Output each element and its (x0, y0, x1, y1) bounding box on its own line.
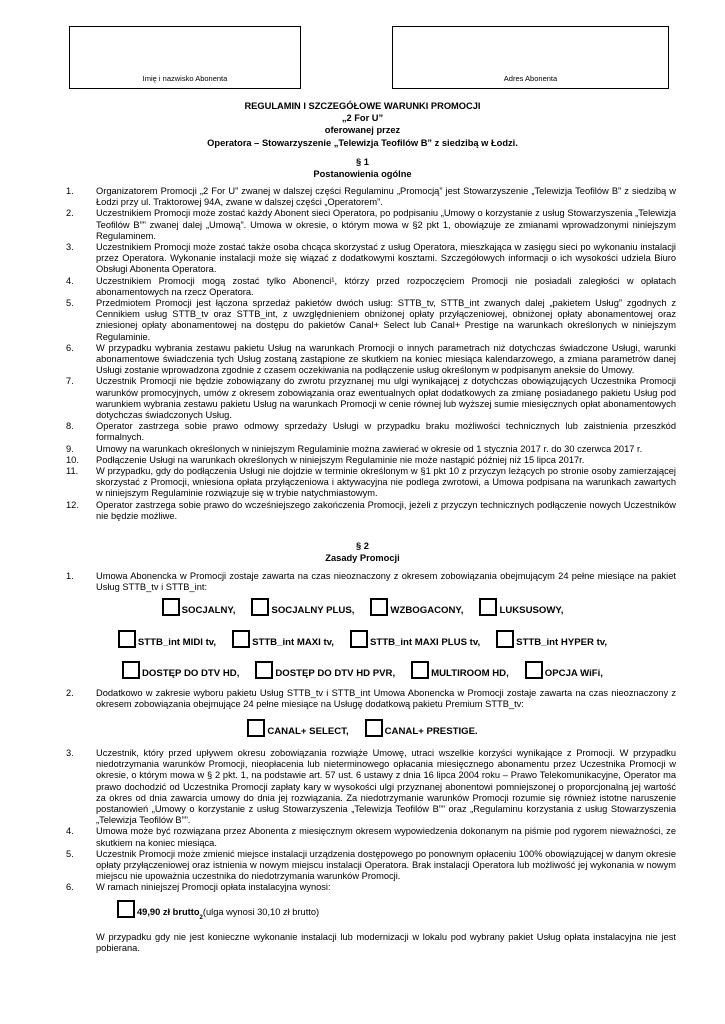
package-option[interactable] (525, 661, 603, 679)
option-label: CANAL+ PRESTIGE. (384, 725, 478, 737)
list-item-text: Podłączenie Usługi na warunkach określonych w niniejszym Regulaminie nie może nastąpić później niż 15 lipca 2017r. (96, 454, 585, 465)
package-option[interactable] (350, 630, 480, 648)
section1-title: Postanowienia ogólne (313, 169, 412, 179)
checkbox[interactable] (251, 598, 269, 616)
fee-checkbox[interactable] (117, 900, 135, 918)
package-option[interactable] (251, 598, 354, 616)
checkbox[interactable] (496, 630, 514, 648)
doc-title-line2: „2 For U” (341, 113, 384, 123)
installation-fee: 49,90 zł brutto 2 (ulga wynosi 30,10 zł brutto) (117, 900, 319, 918)
checkbox[interactable] (122, 661, 140, 679)
option-label: CANAL+ SELECT, (267, 725, 349, 737)
checkbox[interactable] (525, 661, 543, 679)
package-options-row2 (0, 630, 725, 648)
list-item-text: Umowy na warunkach określonych w niniejszym Regulaminie można zawierać w okresie od 1 stycznia 2017 r. do 30 czerwca 2017 r. (96, 443, 643, 454)
subscriber-address-box[interactable] (392, 26, 669, 89)
option-label: STTB_int HYPER tv, (516, 636, 608, 648)
list-item (66, 444, 676, 455)
list-item (66, 421, 676, 443)
list-item-number: 3. (66, 242, 74, 253)
package-option[interactable] (247, 719, 348, 737)
package-option[interactable] (479, 598, 563, 616)
package-options-row1 (0, 598, 725, 616)
option-label: SOCJALNY PLUS, (271, 604, 355, 616)
list-item-number: 3. (66, 748, 74, 758)
list-item-text: Uczestnikiem Promocji może zostać także osoba chcąca skorzystać z usług Operatora, mieszkająca w zasięgu sieci po wykonaniu instalacji przez Operatora. Wykonanie instalacji może się wiązać z dodatkowymi kosztami. Szczegółowych informacji o ich wysokości udziela Biuro Obsługi Abonenta Operatora. (96, 242, 676, 275)
list-item (66, 882, 676, 893)
list-item-text: Uczestnikiem Promocji mogą zostać tylko Abonenci¹, którzy przed rozpoczęciem Promocji nie posiadali zaległości w opłatach abonamentowych na rzecz Operatora. (96, 275, 676, 297)
list-item (66, 826, 676, 848)
option-label: MULTIROOM HD, (431, 667, 509, 679)
list-item-number: 6. (66, 342, 74, 353)
list-item-text: Organizatorem Promocji „2 For U” zwanej w dalszej części Regulaminu „Promocją” jest Stowarzyszenie „Telewizja Teofilów B” z siedzibą w Łodzi przy ul. Traktorowej 94A, zwane w dalszej części „Operatorem”. (96, 186, 676, 208)
section2-list (66, 748, 676, 894)
doc-title-line4: Operatora – Stowarzyszenie „Telewizja Teofilów B” z siedzibą w Łodzi. (207, 138, 518, 148)
section2-item2 (66, 688, 676, 710)
option-label: LUKSUSOWY, (499, 604, 564, 616)
list-item (66, 500, 676, 522)
list-item-text: Operator zastrzega sobie prawo odmowy sprzedaży Usługi w przypadku braku możliwości technicznych lub zaistnienia przeszkód formalnych. (96, 421, 676, 443)
checkbox[interactable] (411, 661, 429, 679)
package-option[interactable] (370, 598, 463, 616)
list-item-text: Operator zastrzega sobie prawo do wcześniejszego zakończenia Promocji, jeżeli z przyczyn technicznych podłączenie nowych Uczestników nie będzie możliwe. (96, 499, 676, 521)
list-item (66, 343, 676, 377)
list-item-text: W ramach niniejszej Promocji opłata instalacyjna wynosi: (96, 882, 331, 893)
checkbox[interactable] (479, 598, 497, 616)
list-item-text: Uczestnik, który przed upływem okresu zobowiązania rozwiąże Umowę, utraci wszelkie korzyści wynikające z Promocji. W przypadku niedotrzymania warunków Promocji, nieopłacenia lub nieterminowego opłacania miesięcznego abonamentu przez Uczestnika Promocji w okresie, o którym mowa w § 2 pkt. 1, na podstawie art. 57 ust. 6 ustawy z dnia 16 lipca 2004 roku – Prawo Telekomunikacyjne, Operator ma prawo dochodzić od Uczestnika Promocji zapłaty kary w wysokości ulgi przyznanej abonentowi pomniejszonej o proporcjonalną jej wartość za okres od dnia zawarcia umowy do dnia jej rozwiązania. Za niedotrzymanie warunków Promocji rozumie się również istotne naruszenie postanowień „Umowy o korzystanie z usług Stowarzyszenia „Telewizja Teofilów B”” oraz „Regulaminu korzystania z usług Stowarzyszenia „Telewizja Teofilów B””. (96, 748, 676, 826)
list-item-text: Uczestnik Promocji może zmienić miejsce instalacji urządzenia dostępowego po ponownym opłaceniu 100% obowiązującej w danym okresie opłaty przyłączeniowej oraz istnienia w nowym miejscu instalacji Operatora. Brak instalacji Operatora lub możliwość jej wykonania w nowym miejscu nie upoważnia uczestnika do niedotrzymania warunków Promocji. (96, 848, 676, 882)
subscriber-name-box[interactable] (69, 26, 301, 89)
list-item-text: Uczestnik Promocji nie będzie zobowiązany do zwrotu przyznanej mu ulgi wynikającej z dotychczas obowiązujących Uczestnika Promocji warunków promocyjnych, umów z okresem zobowiązania oraz ewentualnych opłat dodatkowych za zmianę posiadanego pakietu Usług pod warunkiem wybrania zestawu pakietu Usług na warunkach Promocji w cenie równej lub wyższej sumie miesięcznych opłat abonamentowych dotychczas świadczonych Usług. (96, 376, 676, 421)
list-item (66, 276, 676, 298)
checkbox[interactable] (365, 719, 383, 737)
checkbox[interactable] (118, 630, 136, 648)
subscriber-name-label: Imię i nazwisko Abonenta (142, 73, 228, 83)
list-item (66, 466, 676, 500)
option-label: STTB_int MAXI PLUS tv, (369, 636, 481, 648)
list-item-number: 2. (66, 208, 74, 219)
fee-price: 49,90 zł brutto (137, 906, 200, 917)
package-option[interactable] (411, 661, 509, 679)
section2-item1 (66, 571, 676, 593)
checkbox[interactable] (350, 630, 368, 648)
doc-title-line3: oferowanej przez (324, 125, 401, 135)
list-item-number: 5. (66, 298, 74, 309)
option-label: STTB_int MAXI tv, (252, 636, 334, 648)
premium-options-row (0, 719, 725, 737)
list-item-number: 6. (66, 882, 74, 893)
fee-note: (ulga wynosi 30,10 zł brutto) (202, 906, 320, 917)
section2-title: Zasady Promocji (325, 553, 400, 563)
list-item (66, 186, 676, 208)
list-item-text: Przedmiotem Promocji jest łączona sprzedaż pakietów dwóch usług: STTB_tv, STTB_int zwanych dalej „pakietem Usług” zgodnych z Cennikiem usług STTB_tv oraz STTB_int, z uwzględnieniem obniżonej opłaty przyłączeniowej, obniżonej opłaty abonamentowej oraz zniesionej opłaty abonamentowej na dostępu do pakietów Canal+ Select lub Canal+ Prestige na warunkach określonych w niniejszym Regulaminie. (96, 298, 676, 342)
list-item (66, 298, 676, 343)
list-item-number: 8. (66, 421, 74, 432)
list-item-number: 10. (66, 454, 79, 465)
subscriber-address-label: Adres Abonenta (503, 73, 558, 83)
package-option[interactable] (118, 630, 216, 648)
list-item (66, 376, 676, 421)
list-item (66, 208, 676, 242)
list-item (66, 455, 676, 466)
list-item: 2. Dodatkowo w zakresie wyboru pakietu Usług STTB_tv i STTB_int Umowa Abonencka w Promocji zostaje zawarta na czas nieoznaczony z okresem zobowiązania obejmujące 24 pełne miesiące na Usługę dodatkową pakietu Premium STTB_tv: (66, 688, 676, 710)
list-item-number: 4. (66, 826, 74, 837)
package-option[interactable] (365, 719, 478, 737)
checkbox[interactable] (247, 719, 265, 737)
list-item-number: 4. (66, 275, 74, 286)
package-option[interactable] (496, 630, 607, 648)
final-note: W przypadku gdy nie jest konieczne wykonanie instalacji lub modernizacji w lokalu pod wybrany pakiet Usług opłata instalacyjna nie jest pobierana. (96, 932, 676, 954)
package-option[interactable] (232, 630, 334, 648)
checkbox[interactable] (162, 598, 180, 616)
option-label: SOCJALNY, (181, 604, 236, 616)
doc-title-line1: REGULAMIN I SZCZEGÓŁOWE WARUNKI PROMOCJI (244, 101, 481, 111)
package-option[interactable] (122, 661, 239, 679)
list-item-number: 1. (66, 186, 74, 196)
list-item-text: W przypadku wybrania zestawu pakietu Usług na warunkach Promocji o innych parametrach niż dotychczas świadczone Usługi, warunki abonamentowe świadczenia tych Usług zostaną zastąpione ze skutkiem na koniec miesiąca kalendarzowego, a zmiana parametrów danej Usługi zostanie wprowadzona zgodnie z czasem oczekiwania na podłączenie usług określonym w podpisanym aneksie do Umowy. (96, 342, 676, 376)
section1-list (66, 186, 676, 522)
package-option[interactable] (162, 598, 236, 616)
checkbox[interactable] (255, 661, 273, 679)
option-label: DOSTĘP DO DTV HD PVR, (275, 667, 396, 679)
list-item-text: W przypadku, gdy do podłączenia Usługi nie dojdzie w terminie określonym w §1 pkt 10 z przyczyn leżących po stronie osoby zamierzającej skorzystać z Promocji, wniesiona opłata przyłączeniowa i aktywacyjna nie podlega zwrotowi, a Umowa podpisana na warunkach zawartych w niniejszym Regulaminie rozwiązuje się w trybie natychmiastowym. (96, 466, 676, 499)
package-option[interactable] (255, 661, 395, 679)
list-item (66, 748, 676, 826)
list-item-number: 7. (66, 376, 74, 387)
list-item-number: 9. (66, 443, 74, 454)
list-item-number: 5. (66, 848, 74, 859)
option-label: DOSTĘP DO DTV HD, (142, 667, 240, 679)
list-item-text: Uczestnikiem Promocji może zostać każdy Abonent sieci Operatora, po podpisaniu „Umowy o korzystanie z usług Stowarzyszenia „Telewizja Teofilów B”” zwanej dalej „Umową”. Umowa w okresie, o którym mowa w §2 pkt 1, obowiązuje ze zmianami wprowadzonymi niniejszym Regulaminem. (96, 208, 676, 241)
section1-number: § 1 (356, 157, 369, 167)
package-options-row3 (0, 661, 725, 679)
list-item-text: Umowa może być rozwiązana przez Abonenta z miesięcznym okresem wypowiedzenia dokonanym na piśmie pod rygorem nieważności, ze skutkiem na koniec miesiąca. (96, 826, 676, 848)
list-item (66, 849, 676, 883)
list-item-number: 11. (66, 466, 79, 477)
checkbox[interactable] (370, 598, 388, 616)
list-item (66, 242, 676, 276)
checkbox[interactable] (232, 630, 250, 648)
option-label: STTB_int MIDI tv, (137, 636, 217, 648)
option-label: OPCJA WiFi, (544, 667, 603, 679)
list-item: 1. Umowa Abonencka w Promocji zostaje zawarta na czas nieoznaczony z okresem zobowiązania obejmującym 24 pełne miesiące na pakiet Usług STTB_tv i STTB_int: (66, 571, 676, 593)
list-item-number: 12. (66, 499, 79, 510)
section2-number: § 2 (356, 541, 369, 551)
option-label: WZBOGACONY, (390, 604, 464, 616)
